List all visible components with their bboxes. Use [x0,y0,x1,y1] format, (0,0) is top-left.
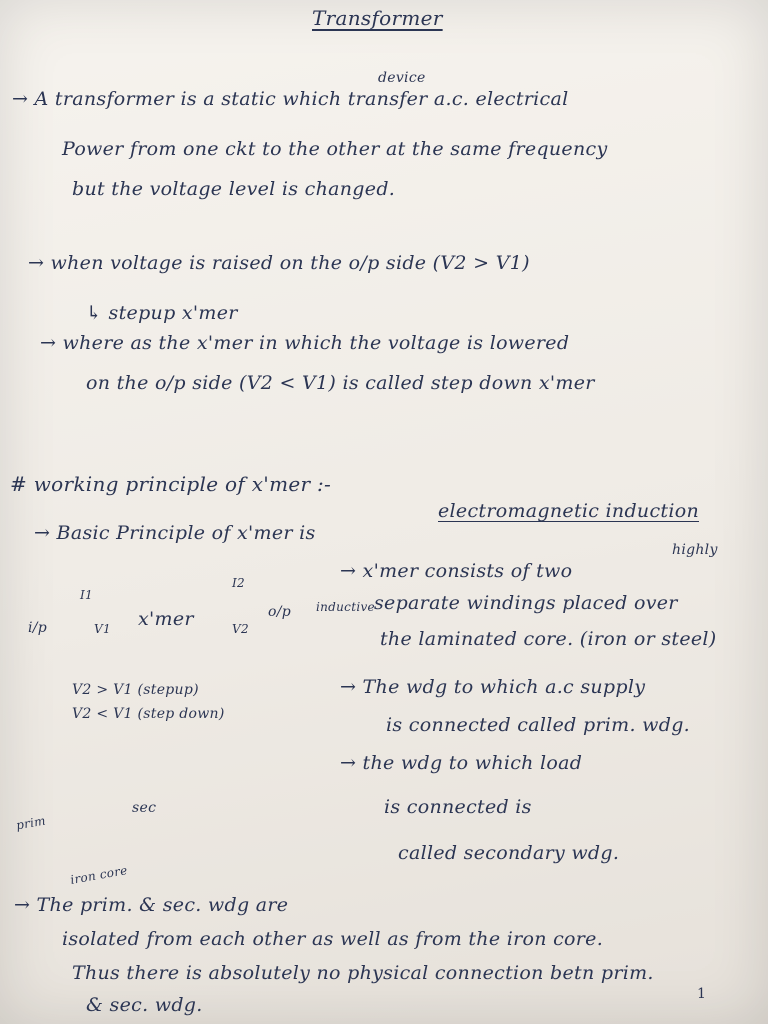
diagram-box-label: x'mer [138,608,194,630]
construction-highly: highly [672,542,718,558]
isolation-line-2: isolated from each other as well as from the iron core. [62,928,604,950]
construction-line-2: separate windings placed over [374,592,678,614]
stepdown-line-2: on the o/p side (V2 < V1) is called step down x'mer [86,372,595,394]
page-number: 1 [697,986,707,1002]
diagram-core-label: iron core [69,863,129,887]
stepdown-line-1: → where as the x'mer in which the voltage is lowered [40,332,570,354]
definition-line-2: Power from one ckt to the other at the same frequency [62,138,608,160]
primary-text-line-2: is connected called prim. wdg. [386,714,691,736]
diagram-input-label: i/p [28,620,48,636]
secondary-text-line-2: is connected is [384,796,532,818]
construction-line-3: the laminated core. (iron or steel) [380,628,717,650]
secondary-text-line-3: called secondary wdg. [398,842,620,864]
diagram-prim-label: prim [15,813,47,833]
isolation-line-4: & sec. wdg. [86,994,203,1016]
stepup-line-2: ↳ stepup x'mer [86,302,238,324]
principle-basic-term: electromagnetic induction [438,500,699,522]
isolation-line-3: Thus there is absolutely no physical connection betn prim. [72,962,654,984]
definition-line-1: → A transformer is a static which transfer a.c. electrical [12,88,569,110]
insert-word-device: device [378,70,426,86]
construction-line-1: → x'mer consists of two [340,560,573,582]
diagram-condition-stepdown: V2 < V1 (step down) [72,706,225,722]
diagram-condition-stepup: V2 > V1 (stepup) [72,682,199,698]
diagram-sec-label: sec [132,800,157,816]
diagram-v1-label: V1 [94,622,111,636]
principle-heading: # working principle of x'mer :- [10,472,332,496]
isolation-line-1: → The prim. & sec. wdg are [14,894,289,916]
primary-text-line-1: → The wdg to which a.c supply [340,676,646,698]
diagram-i2-label: I2 [232,576,245,590]
principle-basic-prefix: → Basic Principle of x'mer is [34,522,316,544]
secondary-text-line-1: → the wdg to which load [340,752,583,774]
diagram-i1-label: I1 [80,588,93,602]
page-title: Transformer [312,6,443,30]
diagram-v2-label: V2 [232,622,249,636]
stepup-line-1: → when voltage is raised on the o/p side (V2 > V1) [28,252,530,274]
diagram-output-label: o/p [268,604,292,620]
construction-inductive: inductive [316,600,375,614]
definition-line-3: but the voltage level is changed. [72,178,396,200]
